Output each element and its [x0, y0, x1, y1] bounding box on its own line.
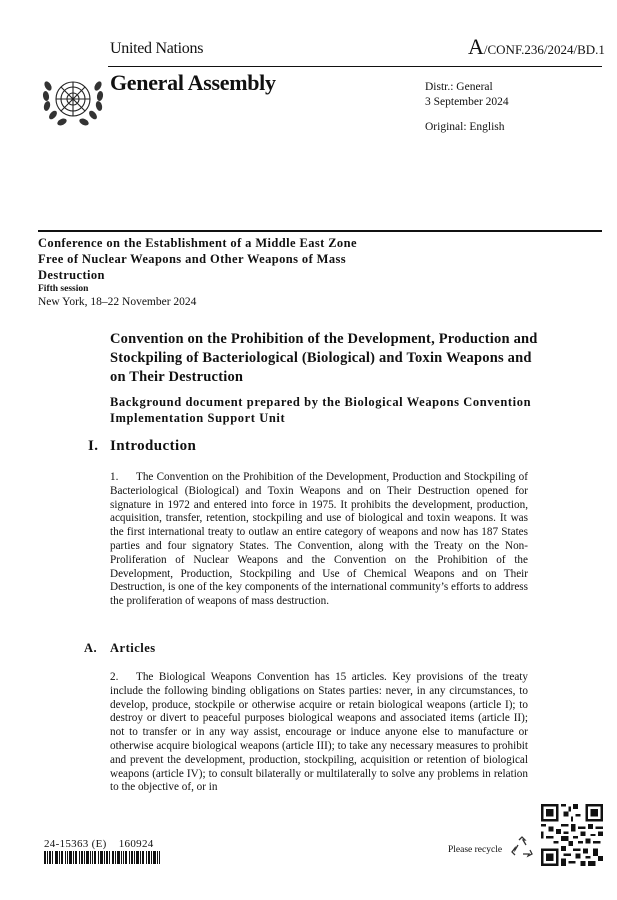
distribution-block — [425, 80, 509, 110]
issue-date: 3 September 2024 — [425, 96, 509, 108]
body-name: General Assembly — [110, 70, 276, 95]
subsection-number: A. — [84, 641, 98, 655]
place-and-dates: New York, 18–22 November 2024 — [38, 296, 197, 308]
document-title: Convention on the Prohibition of the Development, Production and Stockpiling of Bacteriological (Biological) and Toxin Weapons and on Their Destruction — [110, 331, 538, 385]
document-subtitle: Background document prepared by the Biological Weapons Convention Implementation Support Unit — [110, 395, 532, 425]
barcode-icon — [44, 851, 160, 864]
session: Fifth session — [38, 284, 89, 294]
paragraph-1 — [110, 471, 528, 609]
recycle-note: Please recycle — [448, 845, 503, 855]
section-title: Introduction — [110, 438, 197, 454]
symbol-rest: /CONF.236/2024/BD.1 — [483, 42, 605, 57]
conference-name: Conference on the Establishment of a Middle East Zone Free of Nuclear Weapons and Other Weapons of Mass Destruction — [38, 236, 357, 282]
paragraph-number: 2. — [110, 671, 119, 683]
job-number: 24-15363 (E) 160924 — [44, 838, 154, 850]
org-name: United Nations — [110, 40, 204, 57]
subsection-title: Articles — [110, 641, 156, 655]
paragraph-text: The Convention on the Prohibition of the Development, Production and Stockpiling of Bacteriological (Biological) and Toxin Weapons and on Their Destruction opened for signature in 1972 and entered into force in 1975. It prohibits the development, production, acquisition, transfer, retention, stockpiling and use of biological and toxin weapons. It was the first international treaty to outlaw an entire category of weapons and now has 187 States parties and four signatory States. The Convention, along with the Treaty on the Non-Proliferation of Nuclear Weapons and the Convention on the Prohibition of the Development, Production, Stockpiling and Use of Chemical Weapons and on Their Destruction, is one of the key components of the international community’s efforts to address the proliferation of weapons of mass destruction. — [110, 471, 528, 608]
paragraph-number: 1. — [110, 471, 119, 483]
header-rule — [108, 66, 602, 67]
document-symbol — [468, 34, 605, 60]
distribution: Distr.: General — [425, 81, 493, 93]
original-language: Original: English — [425, 121, 505, 133]
qr-code-icon — [541, 804, 603, 866]
paragraph-2 — [110, 671, 528, 795]
un-emblem-icon — [40, 72, 106, 130]
paragraph-text: The Biological Weapons Convention has 15 articles. Key provisions of the treaty include the following binding obligations on States parties: never, in any circumstances, to develop, produce, stockpile or otherwise acquire or retain biological weapons (article I); to destroy or divert to peaceful purposes biological weapons and associated items (article II); not to transfer or in any way assist, encourage or induce anyone else to manufacture or otherwise acquire biological weapons (article III); to take any necessary measures to prohibit and prevent the development, production, stockpiling, acquisition or retention of biological weapons (article IV); to consult bilaterally or multilaterally to solve any problems in relation to the objective of, or in — [110, 671, 528, 794]
section-number: I. — [88, 438, 99, 454]
section-rule — [38, 230, 602, 232]
symbol-prefix: A — [468, 34, 484, 59]
recycle-icon — [510, 836, 534, 860]
